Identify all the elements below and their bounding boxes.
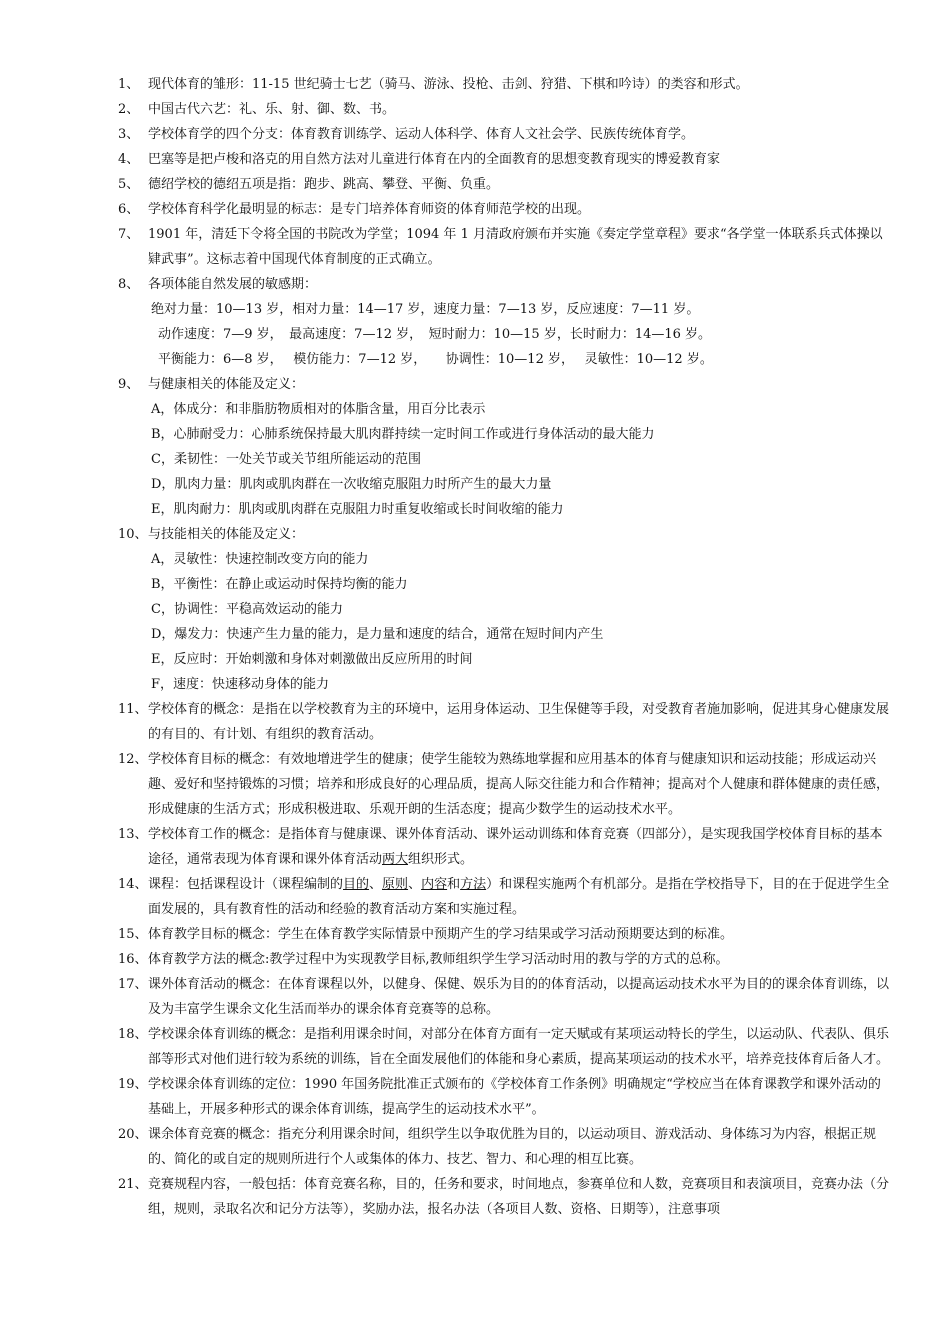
item-text: 德绍学校的德绍五项是指：跑步、跳高、攀登、平衡、负重。 — [148, 177, 500, 192]
item-number: 12、 — [118, 752, 148, 767]
item-text-part: 学校体育工作的概念：是指体育与健康课、课外体育活动、课外运动训练和体育竞赛（四部分），是实现我国学校体育目标的基本途径，通常表现为体育课和课外体育活动 — [148, 827, 883, 867]
item-number: 5、 — [118, 177, 140, 192]
item-text: 课外体育活动的概念：在体育课程以外，以健身、保健、娱乐为目的的体育活动，以提高运动技术水平为目的的课余体育训练，以及为丰富学生课余文化生活而举办的课余体育竞赛等的总称。 — [148, 977, 890, 1017]
sensitive-period-line: 平衡能力：6—8 岁， 模仿能力：7—12 岁， 协调性：10—12 岁， 灵敏性：10—12 岁。 — [158, 352, 713, 367]
underlined-text: 方法 — [460, 877, 487, 892]
item-number: 17、 — [118, 977, 148, 992]
list-item-18 — [118, 1022, 890, 1072]
item-text-part: 课程：包括课程设计（课程编制的 — [148, 877, 344, 892]
underlined-text: 两大 — [382, 852, 409, 867]
list-item-13 — [118, 822, 890, 872]
item-text-part: ）和课程实施两个有机部分。是指在学校指导下，目的在于促进学生全面发展的，具有教育性的活动和经验的教育活动方案和实施过程。 — [148, 877, 890, 917]
list-item-2 — [118, 97, 890, 122]
list-item-1 — [118, 72, 890, 97]
item-text: 巴塞等是把卢梭和洛克的用自然方法对儿童进行体育在内的全面教育的思想变教育现实的博爱教育家 — [148, 152, 721, 167]
item-number: 16、 — [118, 952, 148, 967]
item-text: 竞赛规程内容，一般包括：体育竞赛名称，目的，任务和要求，时间地点，参赛单位和人数，竞赛项目和表演项目，竞赛办法（分组，规则，录取名次和记分方法等），奖励办法，报名办法（各项目人数、资格、日期等），注意事项 — [148, 1177, 890, 1217]
item-number: 21、 — [118, 1177, 148, 1192]
definition-line: B，心肺耐受力：心肺系统保持最大肌肉群持续一定时间工作或进行身体活动的最大能力 — [151, 427, 655, 442]
item-text: 各项体能自然发展的敏感期： — [148, 277, 318, 292]
list-item-7 — [118, 222, 890, 272]
item-text: 学校体育目标的概念：有效地增进学生的健康；使学生能较为熟练地掌握和应用基本的体育与健康知识和运动技能；形成运动兴趣、爱好和坚持锻炼的习惯；培养和形成良好的心理品质，提高人际交往能力和合作精神；提高对个人健康和群体健康的责任感，形成健康的生活方式；形成积极进取、乐观开朗的生活态度；提高少数学生的运动技术水平。 — [148, 752, 890, 817]
item-text: 与技能相关的体能及定义： — [148, 527, 305, 542]
item-number: 14、 — [118, 877, 148, 892]
item-number: 18、 — [118, 1027, 148, 1042]
item-number: 7、 — [118, 227, 140, 242]
underlined-text: 目的 — [343, 877, 370, 892]
item-text: 学校体育学的四个分支：体育教育训练学、运动人体科学、体育人文社会学、民族传统体育学。 — [148, 127, 695, 142]
item-text: 现代体育的雏形：11-15 世纪骑士七艺（骑马、游泳、投枪、击剑、狩猎、下棋和吟诗）的类容和形式。 — [148, 77, 749, 92]
list-item-5 — [118, 172, 890, 197]
item-number: 6、 — [118, 202, 140, 217]
underlined-text: 内容 — [421, 877, 448, 892]
definition-line: B，平衡性：在静止或运动时保持均衡的能力 — [151, 577, 408, 592]
item-text: 学校课余体育训练的定位：1990 年国务院批准正式颁布的《学校体育工作条例》明确规定“学校应当在体育课教学和课外活动的基础上，开展多种形式的课余体育训练，提高学生的运动技术水平”。 — [148, 1077, 881, 1117]
item-text — [148, 822, 890, 872]
item-number: 10、 — [118, 527, 148, 542]
sensitive-period-line: 动作速度：7—9 岁， 最高速度：7—12 岁， 短时耐力：10—15 岁，长时耐力：14—16 岁。 — [158, 327, 712, 342]
separator: 、 — [369, 877, 383, 892]
item-number: 1、 — [118, 77, 140, 92]
item-number: 9、 — [118, 377, 140, 392]
definition-line: E，反应时：开始刺激和身体对刺激做出反应所用的时间 — [151, 652, 473, 667]
definition-line: A，灵敏性：快速控制改变方向的能力 — [151, 552, 369, 567]
item-number: 13、 — [118, 827, 148, 842]
item-text: 学校体育科学化最明显的标志：是专门培养体育师资的体育师范学校的出现。 — [148, 202, 591, 217]
item-text: 1901 年，清廷下令将全国的书院改为学堂；1094 年 1 月清政府颁布并实施《奏定学堂章程》要求“各学堂一体联系兵式体操以肄武事”。这标志着中国现代体育制度的正式确立。 — [148, 227, 883, 267]
item-text: 与健康相关的体能及定义： — [148, 377, 305, 392]
list-item-9 — [118, 372, 890, 397]
list-item-3 — [118, 122, 890, 147]
list-item-8 — [118, 272, 890, 297]
definition-line: A，体成分：和非脂肪物质相对的体脂含量，用百分比表示 — [151, 402, 486, 417]
definition-line: D，爆发力：快速产生力量的能力，是力量和速度的结合，通常在短时间内产生 — [151, 627, 604, 642]
list-item-16 — [118, 947, 890, 972]
item-number: 20、 — [118, 1127, 148, 1142]
item-number: 3、 — [118, 127, 140, 142]
item-text — [148, 872, 890, 922]
list-item-4 — [118, 147, 890, 172]
definition-line: D，肌肉力量：肌肉或肌肉群在一次收缩克服阻力时所产生的最大力量 — [151, 477, 552, 492]
item-text: 学校课余体育训练的概念：是指利用课余时间，对部分在体育方面有一定天赋或有某项运动特长的学生，以运动队、代表队、俱乐部等形式对他们进行较为系统的训练，旨在全面发展他们的体能和身心素质，提高某项运动的技术水平，培养竞技体育后备人才。 — [148, 1027, 890, 1067]
definition-line: C，协调性：平稳高效运动的能力 — [151, 602, 343, 617]
item-text-part: 组织形式。 — [408, 852, 474, 867]
separator: 和 — [447, 877, 461, 892]
list-item-14 — [118, 872, 890, 922]
item-number: 4、 — [118, 152, 140, 167]
underlined-text: 原则 — [382, 877, 409, 892]
separator: 、 — [408, 877, 422, 892]
list-item-20 — [118, 1122, 890, 1172]
list-item-15 — [118, 922, 890, 947]
item-text: 课余体育竞赛的概念：指充分利用课余时间，组织学生以争取优胜为目的，以运动项目、游戏活动、身体练习为内容，根据正规的、简化的或自定的规则所进行个人或集体的体力、技艺、智力、和心理的相互比赛。 — [148, 1127, 877, 1167]
definition-line: F，速度：快速移动身体的能力 — [151, 677, 330, 692]
item-number: 19、 — [118, 1077, 148, 1092]
list-item-17 — [118, 972, 890, 1022]
item-text: 学校体育的概念：是指在以学校教育为主的环境中，运用身体运动、卫生保健等手段，对受教育者施加影响，促进其身心健康发展的有目的、有计划、有组织的教育活动。 — [148, 702, 890, 742]
list-item-10 — [118, 522, 890, 547]
definition-line: E，肌肉耐力：肌肉或肌肉群在克服阻力时重复收缩或长时间收缩的能力 — [151, 502, 564, 517]
item-number: 11、 — [118, 702, 148, 717]
sensitive-period-line: 绝对力量：10—13 岁，相对力量：14—17 岁，速度力量：7—13 岁，反应速度：7—11 岁。 — [151, 302, 700, 317]
item-number: 8、 — [118, 277, 140, 292]
item-text: 体育教学方法的概念:教学过程中为实现教学目标,教师组织学生学习活动时用的教与学的方式的总称。 — [148, 952, 729, 967]
list-item-12 — [118, 747, 890, 822]
list-item-21 — [118, 1172, 890, 1222]
item-text: 中国古代六艺：礼、乐、射、御、数、书。 — [148, 102, 396, 117]
list-item-11 — [118, 697, 890, 747]
item-text: 体育教学目标的概念：学生在体育教学实际情景中预期产生的学习结果或学习活动预期要达到的标准。 — [148, 927, 734, 942]
definition-line: C，柔韧性：一处关节或关节组所能运动的范围 — [151, 452, 421, 467]
list-item-19 — [118, 1072, 890, 1122]
item-number: 15、 — [118, 927, 148, 942]
list-item-6 — [118, 197, 890, 222]
item-number: 2、 — [118, 102, 140, 117]
